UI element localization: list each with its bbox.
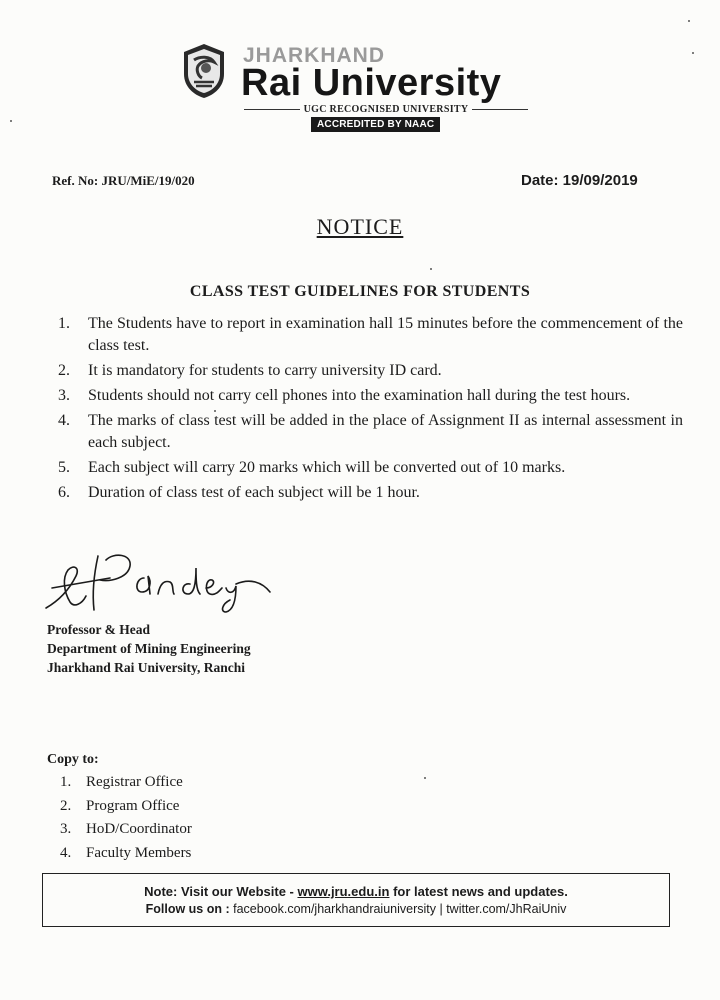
university-logo-icon: [180, 42, 228, 100]
copy-to-number: 1.: [60, 774, 72, 790]
guideline-item: [58, 360, 683, 382]
copy-to-item: [60, 818, 192, 842]
guideline-item: [58, 313, 683, 357]
scan-speck: [692, 52, 694, 54]
copy-to-number: 2.: [60, 797, 72, 814]
copy-to-text: HoD/Coordinator: [86, 821, 192, 837]
copy-to-text: Program Office: [86, 797, 180, 814]
guideline-number: 3.: [58, 387, 70, 404]
guideline-text: Each subject will carry 20 marks which will be converted out of 10 marks.: [88, 459, 566, 476]
guideline-number: 5.: [58, 459, 70, 476]
footer-website-line: [43, 884, 669, 899]
scan-speck: [424, 777, 426, 779]
signatory-department: Department of Mining Engineering: [47, 641, 251, 656]
guideline-text: Students should not carry cell phones into the examination hall during the test hours.: [88, 387, 631, 404]
accreditation-badge: ACCREDITED BY NAAC: [311, 117, 440, 132]
copy-to-number: 4.: [60, 844, 72, 861]
guideline-text: The Students have to report in examination hall 15 minutes before the commencement of the class test.: [88, 315, 683, 354]
letterhead-university-name: Rai University: [241, 62, 502, 104]
reference-number: Ref. No: JRU/MiE/19/020: [52, 173, 195, 188]
scan-speck: [688, 20, 690, 22]
footer-social-line: [43, 902, 669, 916]
website-link[interactable]: www.jru.edu.in: [297, 884, 390, 899]
guideline-number: 2.: [58, 362, 70, 379]
footer-note-prefix: Note: Visit our Website -: [144, 884, 298, 899]
footer-note-suffix: for latest news and updates.: [389, 884, 568, 899]
letterhead-tagline: UGC RECOGNISED UNIVERSITY: [303, 104, 469, 115]
signatory-block: [47, 620, 251, 677]
guideline-item: [58, 385, 683, 407]
copy-to-text: Faculty Members: [86, 844, 192, 861]
letterhead-tagline-row: [244, 104, 528, 115]
copy-to-text: Registrar Office: [86, 774, 183, 790]
guideline-number: 6.: [58, 484, 70, 501]
copy-to-label: Copy to:: [47, 752, 99, 767]
guideline-item: [58, 410, 683, 454]
copy-to-item: [60, 842, 192, 866]
guideline-number: 1.: [58, 315, 70, 332]
signatory-designation: Professor & Head: [47, 622, 150, 637]
notice-title: NOTICE: [316, 214, 404, 239]
footer-note-box: [42, 873, 670, 927]
copy-to-item: [60, 795, 192, 819]
guideline-item: [58, 457, 683, 479]
letterhead-line1: JHARKHAND: [243, 44, 386, 67]
social-links[interactable]: facebook.com/jharkhandraiuniversity | twitter.com/JhRaiUniv: [233, 902, 567, 916]
follow-label: Follow us on :: [145, 902, 234, 916]
tagline-rule-left: [244, 109, 300, 110]
notice-title-row: [0, 214, 720, 240]
tagline-rule-right: [472, 109, 528, 110]
guideline-item: [58, 482, 683, 504]
copy-to-item: [60, 771, 192, 795]
guideline-number: 4.: [58, 412, 70, 429]
signatory-institution: Jharkhand Rai University, Ranchi: [47, 660, 246, 675]
scan-speck: [10, 120, 12, 122]
guideline-text: It is mandatory for students to carry university ID card.: [88, 362, 442, 379]
notice-date: Date: 19/09/2019: [521, 172, 638, 189]
scan-speck: [430, 268, 432, 270]
guideline-text: Duration of class test of each subject will be 1 hour.: [88, 484, 420, 501]
notice-subtitle: CLASS TEST GUIDELINES FOR STUDENTS: [189, 283, 531, 300]
handwritten-signature: [40, 548, 280, 620]
guidelines-list: [58, 313, 683, 507]
copy-to-number: 3.: [60, 821, 72, 837]
copy-to-list: [60, 771, 192, 865]
guideline-text: The marks of class test will be added in the place of Assignment II as internal assessment in each subject.: [88, 412, 683, 451]
